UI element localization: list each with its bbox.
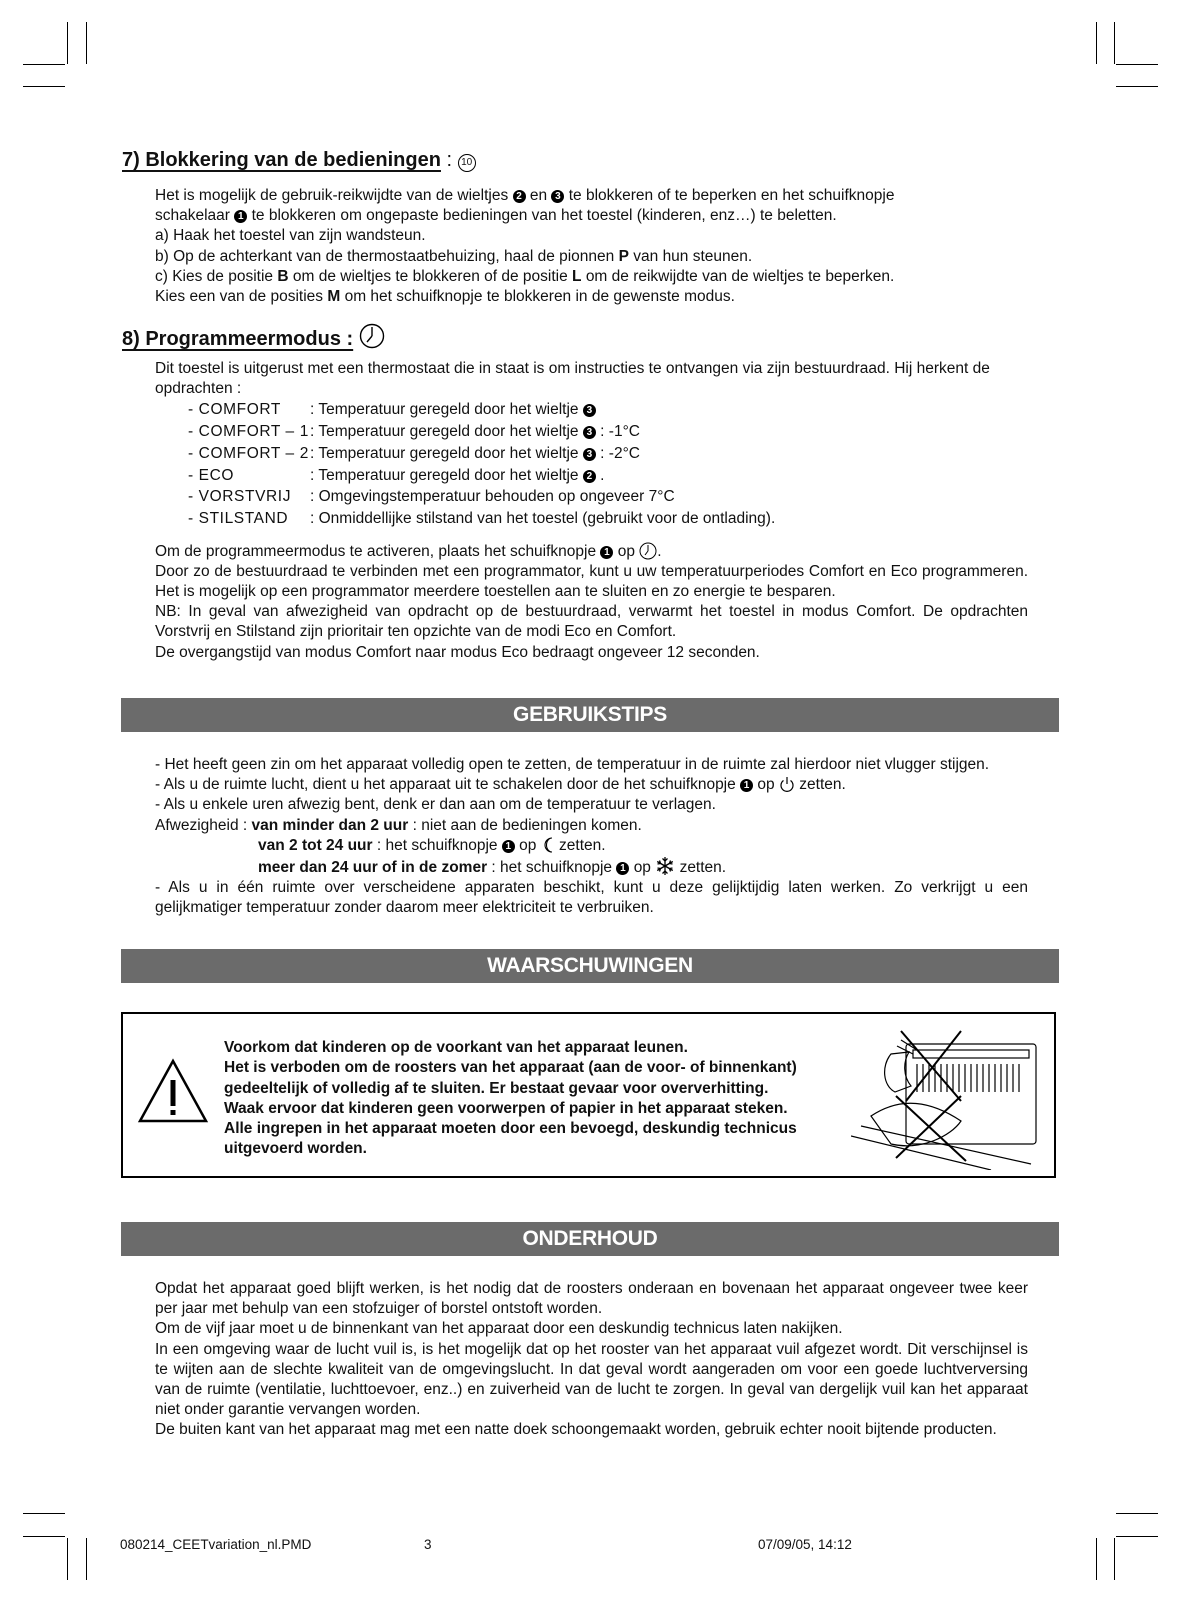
clock-icon xyxy=(359,323,385,349)
command-name: - COMFORT – 2 xyxy=(188,444,309,462)
command-name: - VORSTVRIJ xyxy=(188,488,292,506)
command-suffix: . xyxy=(600,466,605,484)
symbol-10-icon: 10 xyxy=(458,154,476,172)
command-desc: : Omgevingstemperatuur behouden op ongeveer 7°C xyxy=(310,488,675,506)
knob-3-icon: 3 xyxy=(583,426,596,439)
section-8-heading: 8) Programmeermodus : xyxy=(122,323,385,351)
clock-icon xyxy=(639,542,657,560)
command-desc: : Temperatuur geregeld door het wieltje xyxy=(310,423,579,441)
warning-line: Het is verboden om de roosters van het apparaat (aan de voor- of binnenkant) gedeeltelijk of volledig af te sluiten. Er bestaat gevaar voor oververhitting. xyxy=(224,1059,797,1097)
command-item xyxy=(188,443,1028,465)
command-item xyxy=(188,399,1028,421)
knob-2-icon: 2 xyxy=(513,190,526,203)
command-item xyxy=(188,508,1028,530)
warning-box xyxy=(121,1012,1056,1178)
command-item xyxy=(188,465,1028,487)
warning-line: Waak ervoor dat kinderen geen voorwerpen of papier in het apparaat steken. xyxy=(224,1099,788,1117)
maintenance-heading-bar: ONDERHOUD xyxy=(121,1222,1059,1256)
covered-heater-warning-illustration xyxy=(851,1026,1047,1170)
maintenance-body: Opdat het apparaat goed blijft werken, is het nodig dat de roosters onderaan en bovenaan het apparaat ongeveer twee keer per jaar met behulp van een stofzuiger of borstel ontstoft worden. Om de vijf jaar moet u de binnenkant van het apparaat door een deskundig technicus laten nakijken. In een omgeving waar de lucht vuil is, is het mogelijk dat op het rooster van het apparaat vuil afgezet wordt. Dit verschijnsel is te wijten aan de slechte kwaliteit van de omgevingslucht. In dat geval wordt aangeraden om voor een goede luchtverversing van de ruimte (ventilatie, luchttoevoer, enz..) en zuiverheid van de lucht te zorgen. In geval van dergelijk vuil kan het apparaat niet onder garantie vervangen worden. De buiten kant van het apparaat mag met een natte doek schoongemaakt worden, gebruik echter nooit bijtende producten. xyxy=(155,1280,1028,1439)
command-name: - COMFORT xyxy=(188,401,281,419)
warnings-heading-bar: WAARSCHUWINGEN xyxy=(121,949,1059,983)
command-desc: : Temperatuur geregeld door het wieltje xyxy=(310,444,579,462)
tips-heading-bar: GEBRUIKSTIPS xyxy=(121,698,1059,732)
power-icon xyxy=(779,775,795,793)
moon-icon xyxy=(541,836,555,854)
footer-page-number: 3 xyxy=(424,1537,432,1552)
command-desc: : Temperatuur geregeld door het wieltje xyxy=(310,401,579,419)
section-7-heading: 7) Blokkering van de bedieningen : 10 xyxy=(122,149,476,172)
knob-1-icon: 1 xyxy=(616,862,629,875)
knob-1-icon: 1 xyxy=(502,840,515,853)
knob-1-icon: 1 xyxy=(740,779,753,792)
tips-body: - Het heeft geen zin om het apparaat volledig open te zetten, de temperatuur in de ruimte zal hierdoor niet vlugger stijgen. - Als u de ruimte lucht, dient u het apparaat uit te schakelen door de het schuifknopje 1 op zetten. - Als u enkele uren afwezig bent, denk er dan aan om de temperatuur te verlagen. Afwezigheid : van minder dan 2 uur : niet aan de bedieningen komen. van 2 tot 24 uur : het schuifknopje 1 op zetten. meer dan 24 uur of in de zomer : het schuifknopje 1 op zetten. - Als u in één ruimte over verscheidene apparaten beschikt, kunt u deze gelijktijdig laten werken. Zo verkrijgt u een gelijkmatiger temperatuur zonder daarom meer elektriciteit te verbruiken. xyxy=(155,756,1028,917)
footer-date: 07/09/05, 14:12 xyxy=(758,1537,852,1552)
section-8-body: Dit toestel is uitgerust met een thermostaat die in staat is om instructies te ontvangen via zijn bestuurdraad. Hij herkent de opdrachten : - COMFORT : Temperatuur geregeld door het wieltje 3 - COMFORT – 1: Temperatuur geregeld door het wieltje 3 : -1°C - COMFORT – 2: Temperatuur geregeld door het wieltje 3 : -2°C - ECO : Temperatuur geregeld door het wieltje 2 . - VORSTVRIJ : Omgevingstemperatuur behouden op ongeveer 7°C - STILSTAND : Onmiddellijke stilstand van het toestel (gebruikt voor de ontlading). Om de programmeermodus te activeren, plaats het schuifknopje 1 op . Door zo de bestuurdraad te verbinden met een programmator, kunt u uw temperatuurperiodes Comfort en Eco programmeren. Het is mogelijk op een programmator meerdere toestellen aan te sluiten en zo energie te besparen. NB: In geval van afwezigheid van opdracht op de bestuurdraad, verwarmt het toestel in modus Comfort. De opdrachten Vorstvrij en Stilstand zijn prioritair ten opzichte van de modi Eco en Comfort. De overgangstijd van modus Comfort naar modus Eco bedraagt ongeveer 12 seconden. xyxy=(155,360,1028,661)
command-name: - STILSTAND xyxy=(188,509,289,527)
knob-3-icon: 3 xyxy=(583,404,596,417)
command-name: - COMFORT – 1 xyxy=(188,423,309,441)
command-item xyxy=(188,421,1028,443)
command-item xyxy=(188,486,1028,508)
knob-1-icon: 1 xyxy=(600,546,613,559)
knob-3-icon: 3 xyxy=(551,190,564,203)
section-7-body: Het is mogelijk de gebruik-reikwijdte van de wieltjes 2 en 3 te blokkeren of te beperken en het schuifknopje schakelaar 1 te blokkeren om ongepaste bedieningen van het toestel (kinderen, enz…) te beletten. a) Haak het toestel van zijn wandsteun. b) Op de achterkant van de thermostaatbehuizing, haal de pionnen P van hun steunen. c) Kies de positie B om de wieltjes te blokkeren of de positie L om de reikwijdte van de wieltjes te beperken. Kies een van de posities M om het schuifknopje te blokkeren in de gewenste modus. xyxy=(155,187,895,306)
warning-text xyxy=(224,1038,829,1160)
command-name: - ECO xyxy=(188,466,235,484)
footer-filename: 080214_CEETvariation_nl.PMD xyxy=(120,1537,312,1552)
snowflake-icon xyxy=(655,856,675,876)
command-desc: : Onmiddellijke stilstand van het toestel (gebruikt voor de ontlading). xyxy=(310,509,776,527)
command-suffix: : -2°C xyxy=(600,444,640,462)
warning-line: Voorkom dat kinderen op de voorkant van het apparaat leunen. xyxy=(224,1039,688,1056)
knob-1-icon: 1 xyxy=(234,210,247,223)
command-suffix: : -1°C xyxy=(600,423,640,441)
command-desc: : Temperatuur geregeld door het wieltje xyxy=(310,466,579,484)
knob-3-icon: 3 xyxy=(583,448,596,461)
warning-line: Alle ingrepen in het apparaat moeten door een bevoegd, deskundig technicus uitgevoerd worden. xyxy=(224,1120,797,1158)
knob-2-icon: 2 xyxy=(583,470,596,483)
warning-triangle-icon xyxy=(137,1058,209,1124)
command-list xyxy=(155,399,1028,529)
